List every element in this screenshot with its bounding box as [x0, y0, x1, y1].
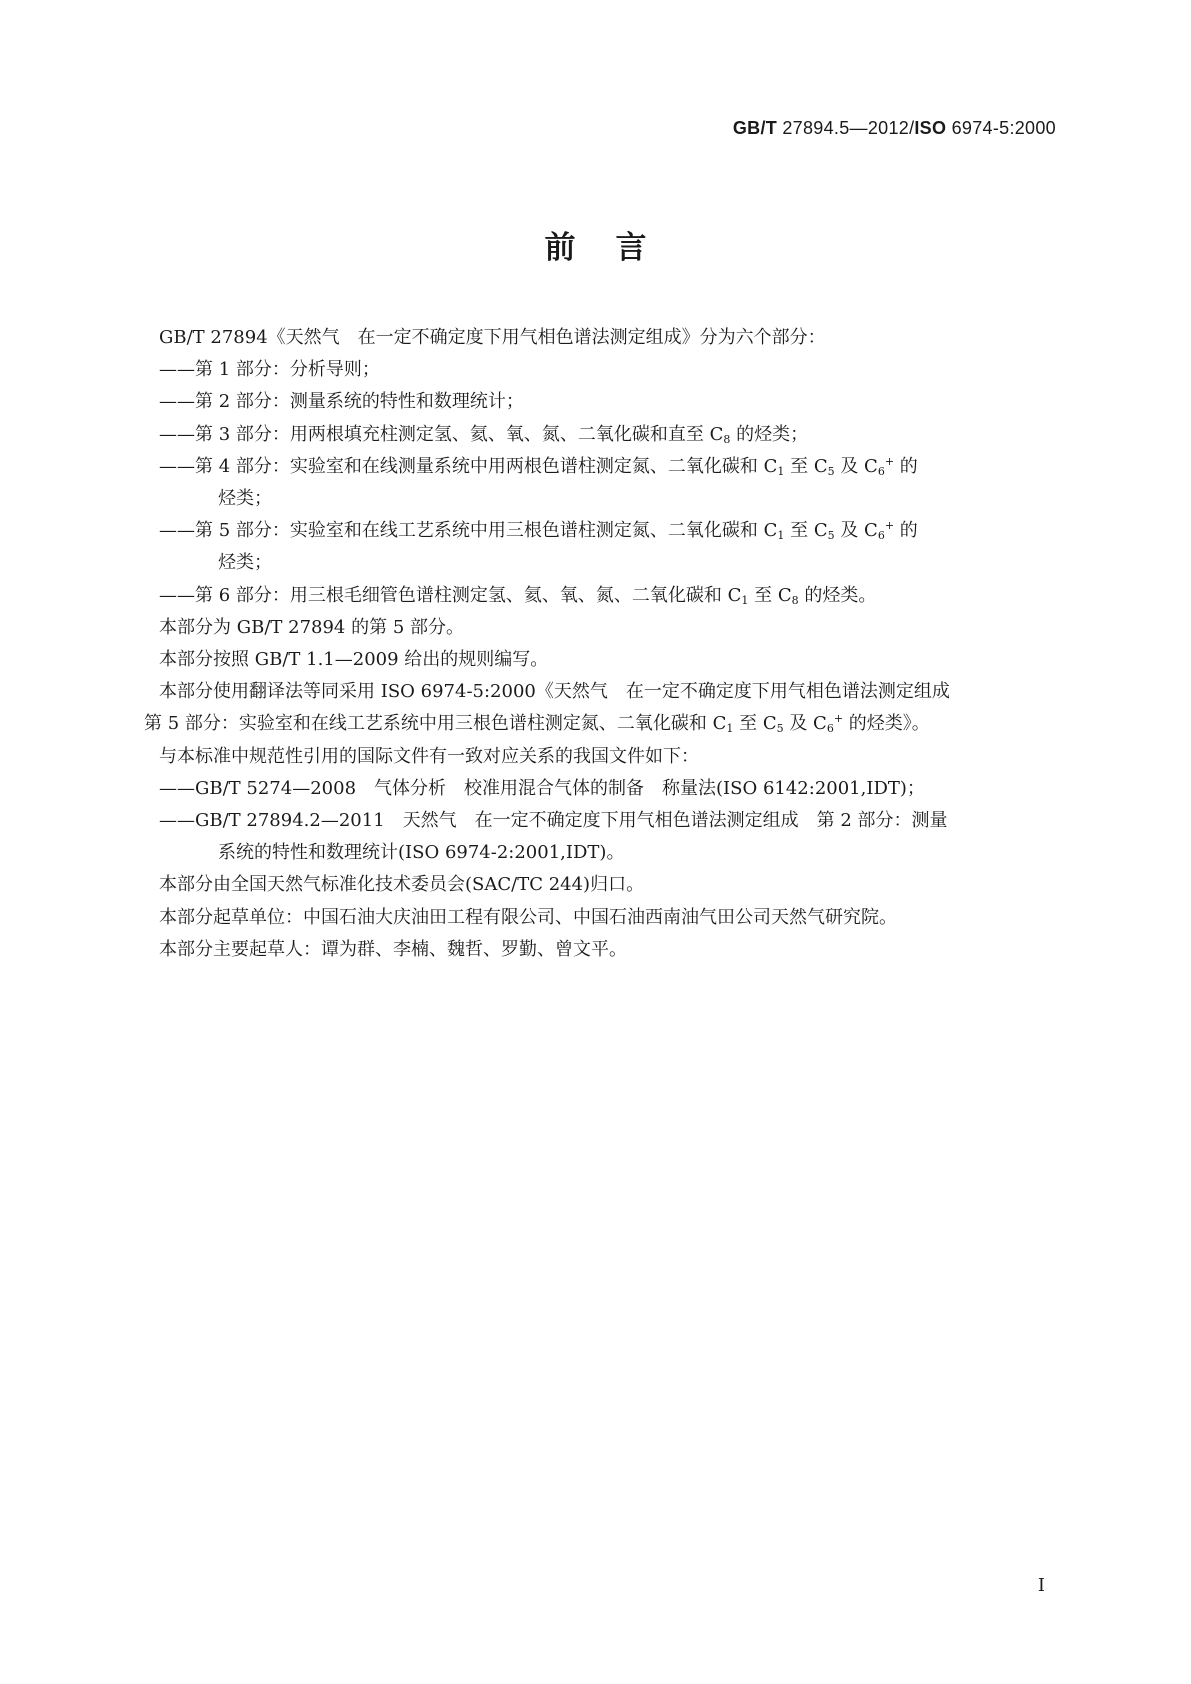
list-item-part5: ——第 5 部分：实验室和在线工艺系统中用三根色谱柱测定氮、二氧化碳和 $C_1$ 至 $C_5$ 及 $C_6^+$ 的	[159, 519, 918, 543]
correspondence-statement: 与本标准中规范性引用的国际文件有一致对应关系的我国文件如下：	[159, 745, 699, 767]
foreword-body	[144, 322, 1059, 966]
intro-paragraph: GB/T 27894《天然气 在一定不确定度下用气相色谱法测定组成》分为六个部分：	[159, 327, 826, 348]
page-title: 前言	[544, 230, 687, 266]
document-code: GB/T 27894.5—2012/ISO 6974-5:2000	[732, 118, 1056, 138]
list-item-part2: ——第 2 部分：测量系统的特性和数理统计；	[159, 391, 524, 413]
drafting-units-statement: 本部分起草单位：中国石油大庆油田工程有限公司、中国石油西南油气田公司天然气研究院。	[159, 906, 897, 928]
reference-item-1: ——GB/T 5274—2008 气体分析 校准用混合气体的制备 称量法(ISO 6142:2001,IDT)；	[159, 777, 925, 799]
reference-item-2-continued: 系统的特性和数理统计(ISO 6974-2:2001,IDT)。	[218, 842, 625, 864]
drafters-statement: 本部分主要起草人：谭为群、李楠、魏哲、罗勤、曾文平。	[159, 938, 627, 960]
list-item-part4-continued: 烃类；	[218, 488, 272, 510]
list-item-part1: ——第 1 部分：分析导则；	[159, 359, 380, 381]
page-number: I	[1037, 1575, 1045, 1596]
reference-item-2: ——GB/T 27894.2—2011 天然气 在一定不确定度下用气相色谱法测定组成 第 2 部分：测量	[159, 810, 948, 832]
list-item-part6: ——第 6 部分：用三根毛细管色谱柱测定氢、氦、氧、氮、二氧化碳和 $C_1$ 至 $C_8$ 的烃类。	[159, 584, 877, 607]
list-item-part4: ——第 4 部分：实验室和在线测量系统中用两根色谱柱测定氮、二氧化碳和 $C_1$ 至 $C_5$ 及 $C_6^+$ 的	[159, 454, 918, 478]
adoption-statement-continued: 第 5 部分：实验室和在线工艺系统中用三根色谱柱测定氮、二氧化碳和 $C_1$ 至 $C_5$ 及 $C_6^+$ 的烃类》。	[144, 712, 930, 736]
list-item-part5-continued: 烃类；	[218, 552, 272, 574]
committee-statement: 本部分由全国天然气标准化技术委员会(SAC/TC 244)归口。	[159, 874, 645, 896]
adoption-statement: 本部分使用翻译法等同采用 ISO 6974-5:2000《天然气 在一定不确定度下用气相色谱法测定组成	[159, 681, 950, 703]
drafting-rules-statement: 本部分按照 GB/T 1.1—2009 给出的规则编写。	[159, 649, 549, 671]
this-part-statement: 本部分为 GB/T 27894 的第 5 部分。	[159, 616, 464, 638]
list-item-part3: ——第 3 部分：用两根填充柱测定氢、氦、氧、氮、二氧化碳和直至 $C_8$ 的烃类；	[159, 423, 809, 446]
